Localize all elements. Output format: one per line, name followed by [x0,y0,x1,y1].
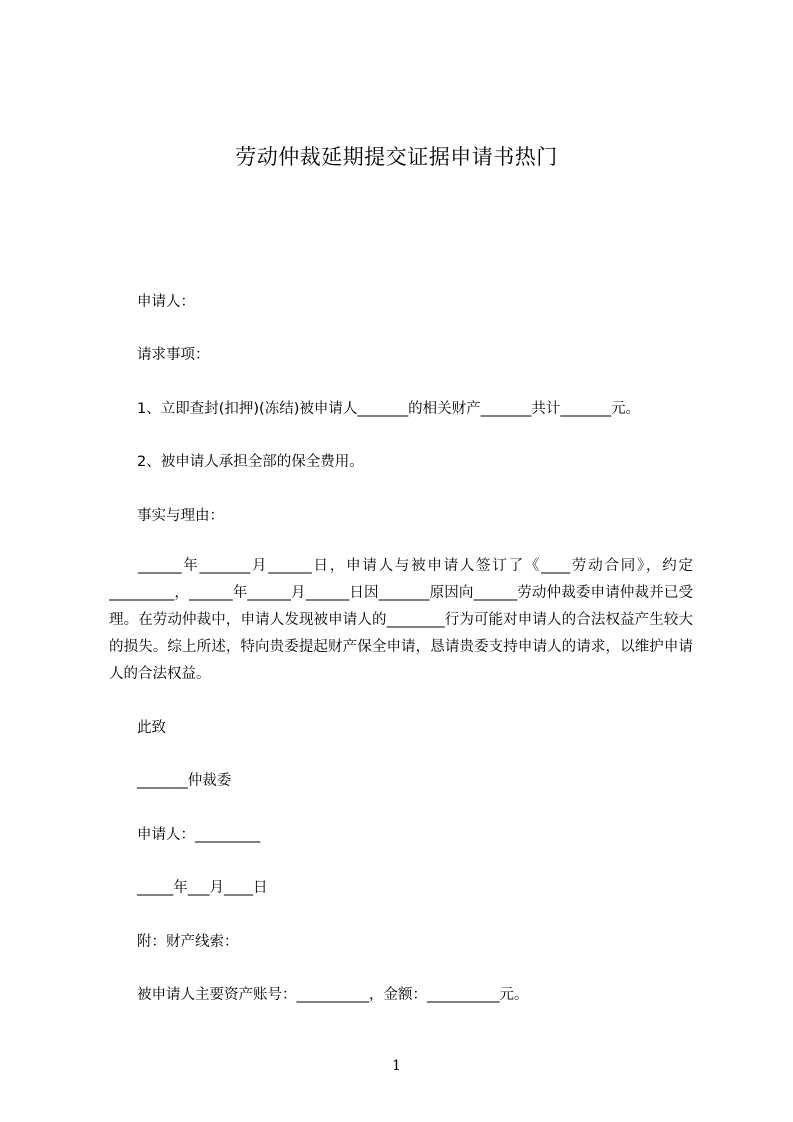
attachment-heading: 附：财产线索： [137,934,239,950]
request-heading: 请求事项： [137,347,210,363]
applicant-label: 申请人： [137,294,195,310]
facts-body: ______年_______月______日，申请人与被申请人签订了《____劳动合同》，约定_________，______年______月______日因_______原因向______劳动仲裁委申请仲裁并已受理。在劳动仲裁中，申请人发现被申请人的________行为可能对申请人的合法权益产生较大的损失。综上所述，特向贵委提起财产保全申请，恳请贵委支持申请人的请求，以维护申请人的合法权益。 [109,558,693,682]
applicant-signature-line: 申请人：_________ [137,827,261,843]
request-item-2: 2、被申请人承担全部的保全费用。 [137,454,364,470]
date-line: _____年___月____日 [137,880,268,896]
request-item-1: 1、立即查封(扣押)(冻结)被申请人_______的相关财产_______共计_______元。 [137,401,641,417]
recipient-line: _______仲裁委 [137,773,232,789]
salutation: 此致 [137,720,166,736]
page-number: 1 [392,1058,401,1074]
account-line: 被申请人主要资产账号：__________，金额：__________元。 [137,987,529,1003]
facts-heading: 事实与理由： [137,508,224,524]
page-title: 劳动仲裁延期提交证据申请书热门 [235,145,558,169]
